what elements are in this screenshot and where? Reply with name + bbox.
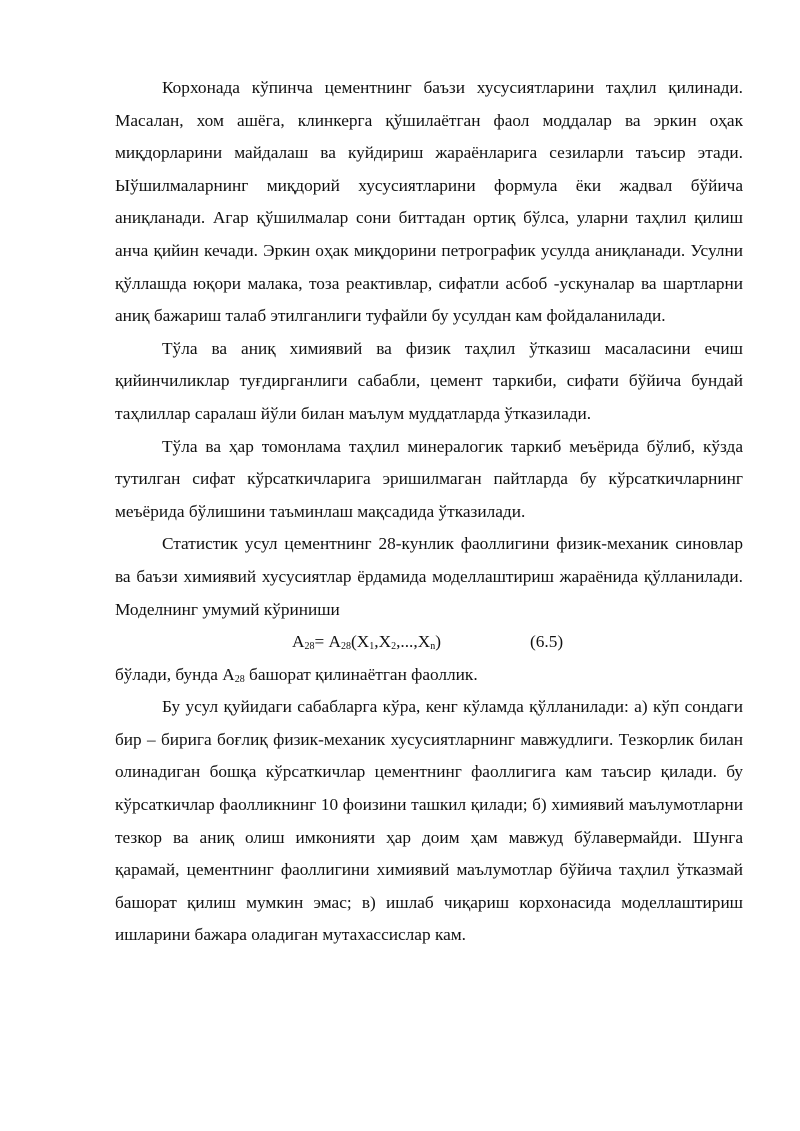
- paragraph-method-reasons: Бу усул қуйидаги сабабларга кўра, кенг кўламда қўлланилади: а) кўп сондаги бир – бирига боғлиқ физик-механик хусусиятларнинг мавжудлиги. Тезкорлик билан олинадиган бошқа кўрсаткичлар цементнинг фаоллигига кам таъсир қилади. бу кўрсаткичлар фаолликнинг 10 фоизини ташкил қилади; б) химиявий маълумотларни тезкор ва аниқ олиш имконияти ҳар доим ҳам мавжуд бўлавермайди. Шунга қарамай, цементнинг фаоллигини химиявий маълумотлар бўйича таҳлил ўтказмай башорат қилиш мумкин эмас; в) ишлаб чиқариш корхонасида моделлаштириш ишларини бажара оладиган мутахассислар кам.: [115, 697, 743, 945]
- paragraph-statistical-method: Статистик усул цементнинг 28-кунлик фаоллигини физик-механик синовлар ва баъзи химиявий хусусиятлар ёрдамида моделлаштириш жараёнида қўлланилади. Моделнинг умумий кўриниши: [115, 534, 743, 619]
- paragraph-full-analysis: Тўла ва аниқ химиявий ва физик таҳлил ўтказиш масаласини ечиш қийинчиликлар туғдирганлиги сабабли, цемент таркиби, сифати бўйича бундай таҳлиллар саралаш йўли билан маълум муддатларда ўтказилади.: [115, 338, 743, 423]
- activity-formula: $А_{28}= А_{28}(Х_1,Х_2,...,Х_n)$: [292, 632, 441, 653]
- document-body: [115, 72, 743, 952]
- equation-number: (6.5): [530, 632, 564, 652]
- formula-line: [115, 626, 743, 659]
- paragraph-formula-explanation: бўлади, бунда $А_{28}$ башорат қилинаётган фаоллик.: [115, 664, 478, 685]
- paragraph-comprehensive-analysis: Тўла ва ҳар томонлама таҳлил минералогик таркиб меъёрида бўлиб, кўзда тутилган сифат кўрсаткичларига эришилмаган пайтларда бу кўрсаткичларнинг меъёрида бўлишини таъминлаш мақсадида ўтказилади.: [115, 436, 743, 521]
- paragraph-sample-analysis: Корхонада кўпинча цементнинг баъзи хусусиятларини таҳлил қилинади. Масалан, хом ашёга, клинкерга қўшилаётган фаол моддалар ва эркин оҳак миқдорларини майдалаш ва куйдириш жараёнларига сезиларли таъсир этади. Ыўшилмаларнинг миқдорий хусусиятларини формула ёки жадвал бўйича аниқланади. Агар қўшилмалар сони биттадан ортиқ бўлса, уларни таҳлил қилиш анча қийин кечади. Эркин оҳак миқдорини петрографик усулда аниқланади. Усулни қўллашда юқори малака, тоза реактивлар, сифатли асбоб -ускуналар ва шартларни аниқ бажариш талаб этилганлиги туфайли бу усулдан кам фойдаланилади.: [115, 78, 743, 326]
